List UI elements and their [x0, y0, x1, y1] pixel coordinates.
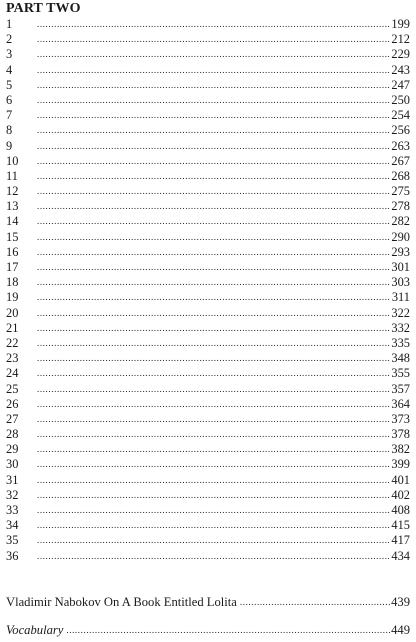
chapter-number: 11 — [6, 168, 18, 183]
chapter-number: 34 — [6, 518, 19, 533]
chapter-number: 7 — [6, 108, 13, 123]
chapter-number: 3 — [6, 47, 13, 62]
dot-leader — [37, 441, 390, 457]
chapter-page-number: 373 — [391, 411, 410, 426]
dot-leader — [37, 350, 390, 366]
dot-leader — [37, 320, 390, 336]
chapter-number: 15 — [6, 229, 19, 244]
chapter-number: 5 — [6, 77, 13, 92]
chapter-page-number: 301 — [391, 260, 410, 274]
chapter-number: 6 — [6, 92, 13, 107]
toc-entry[interactable] — [6, 139, 410, 154]
afterword-entry — [6, 595, 410, 610]
dot-leader — [37, 122, 390, 138]
toc-entry[interactable] — [6, 366, 410, 381]
chapter-number: 27 — [6, 411, 19, 426]
toc-entry[interactable] — [6, 306, 410, 321]
chapter-page-number: 250 — [391, 92, 410, 107]
dot-leader — [37, 548, 390, 564]
toc-entry[interactable] — [6, 473, 410, 488]
dot-leader — [37, 472, 390, 488]
chapter-page-number: 357 — [391, 381, 410, 396]
toc-entry-afterword[interactable] — [6, 595, 410, 610]
dot-leader — [37, 16, 390, 32]
chapter-page-number: 282 — [391, 214, 410, 229]
toc-entry[interactable] — [6, 488, 410, 503]
dot-leader — [37, 411, 390, 427]
toc-entry[interactable] — [6, 533, 410, 548]
chapter-page-number: 303 — [391, 275, 410, 290]
chapter-page-number: 311 — [391, 290, 410, 305]
chapter-page-number: 364 — [391, 396, 410, 411]
chapter-page-number: 348 — [391, 351, 410, 366]
chapter-number: 35 — [6, 533, 19, 548]
chapter-list — [6, 17, 410, 564]
toc-entry[interactable] — [6, 427, 410, 442]
toc-entry[interactable] — [6, 245, 410, 260]
dot-leader — [37, 31, 390, 47]
toc-entry[interactable] — [6, 321, 410, 336]
chapter-page-number: 212 — [391, 32, 410, 47]
toc-entry[interactable] — [6, 63, 410, 78]
chapter-number: 25 — [6, 381, 19, 396]
chapter-number: 13 — [6, 199, 19, 214]
dot-leader — [37, 365, 390, 381]
toc-entry[interactable] — [6, 382, 410, 397]
chapter-page-number: 401 — [391, 472, 410, 487]
toc-entry[interactable] — [6, 214, 410, 229]
toc-page — [6, 0, 410, 642]
chapter-page-number: 268 — [391, 168, 410, 183]
dot-leader — [37, 426, 390, 442]
chapter-number: 19 — [6, 290, 19, 305]
chapter-number: 14 — [6, 214, 19, 229]
dot-leader — [37, 138, 390, 154]
chapter-page-number: 263 — [391, 138, 410, 153]
chapter-number: 32 — [6, 487, 19, 502]
dot-leader — [37, 456, 390, 472]
chapter-page-number: 199 — [391, 17, 410, 31]
chapter-page-number: 355 — [391, 366, 410, 381]
toc-entry[interactable] — [6, 78, 410, 93]
dot-leader — [37, 198, 390, 214]
dot-leader — [37, 213, 390, 229]
section-heading: PART TWO — [6, 1, 81, 16]
dot-leader — [37, 289, 391, 305]
chapter-number: 24 — [6, 366, 19, 381]
dot-leader — [37, 274, 390, 290]
dot-leader — [37, 381, 390, 397]
chapter-number: 29 — [6, 442, 19, 457]
chapter-page-number: 399 — [391, 457, 410, 472]
dot-leader — [37, 335, 390, 351]
chapter-number: 2 — [6, 32, 13, 47]
chapter-number: 16 — [6, 244, 19, 259]
chapter-number: 28 — [6, 427, 19, 442]
toc-entry[interactable] — [6, 93, 410, 108]
chapter-number: 31 — [6, 472, 19, 487]
afterword-page-number: 439 — [391, 595, 410, 609]
chapter-page-number: 415 — [391, 518, 410, 533]
chapter-number: 21 — [6, 320, 19, 335]
dot-leader — [37, 62, 390, 78]
dot-leader — [37, 259, 390, 275]
dot-leader — [37, 92, 390, 108]
dot-leader — [37, 229, 390, 245]
dot-leader — [66, 622, 390, 638]
chapter-number: 4 — [6, 62, 13, 77]
chapter-number: 18 — [6, 275, 19, 290]
toc-entry[interactable] — [6, 275, 410, 290]
chapter-page-number: 417 — [391, 533, 410, 548]
toc-entry[interactable] — [6, 290, 410, 305]
dot-leader — [37, 305, 390, 321]
chapter-page-number: 322 — [391, 305, 410, 320]
dot-leader — [37, 502, 390, 518]
toc-entry[interactable] — [6, 47, 410, 62]
chapter-number: 1 — [6, 17, 13, 31]
toc-entry-vocabulary[interactable] — [6, 623, 410, 638]
toc-entry[interactable] — [6, 518, 410, 533]
chapter-page-number: 434 — [391, 548, 410, 563]
toc-entry[interactable] — [6, 336, 410, 351]
chapter-page-number: 275 — [391, 184, 410, 199]
afterword-label: Vladimir Nabokov On A Book Entitled Lolita — [6, 595, 237, 609]
chapter-page-number: 402 — [391, 487, 410, 502]
chapter-page-number: 278 — [391, 199, 410, 214]
dot-leader — [37, 168, 390, 184]
dot-leader — [37, 183, 390, 199]
chapter-number: 30 — [6, 457, 19, 472]
chapter-number: 23 — [6, 351, 19, 366]
chapter-number: 8 — [6, 123, 13, 138]
chapter-page-number: 229 — [391, 47, 410, 62]
chapter-page-number: 332 — [391, 320, 410, 335]
dot-leader — [37, 244, 390, 260]
vocabulary-entry — [6, 623, 410, 638]
chapter-page-number: 243 — [391, 62, 410, 77]
toc-entry[interactable] — [6, 457, 410, 472]
chapter-page-number: 254 — [391, 108, 410, 123]
chapter-number: 12 — [6, 184, 19, 199]
chapter-number: 9 — [6, 138, 13, 153]
dot-leader — [37, 107, 390, 123]
toc-entry[interactable] — [6, 442, 410, 457]
dot-leader — [240, 594, 390, 610]
toc-entry[interactable] — [6, 17, 410, 32]
toc-entry[interactable] — [6, 108, 410, 123]
toc-entry[interactable] — [6, 503, 410, 518]
chapter-number: 10 — [6, 153, 19, 168]
chapter-number: 36 — [6, 548, 19, 563]
chapter-page-number: 378 — [391, 427, 410, 442]
chapter-page-number: 290 — [391, 229, 410, 244]
toc-entry[interactable] — [6, 351, 410, 366]
chapter-number: 17 — [6, 260, 19, 274]
toc-entry[interactable] — [6, 123, 410, 138]
dot-leader — [37, 77, 390, 93]
vocabulary-page-number: 449 — [391, 623, 410, 637]
dot-leader — [37, 396, 390, 412]
dot-leader — [37, 532, 390, 548]
toc-entry[interactable] — [6, 169, 410, 184]
dot-leader — [37, 46, 390, 62]
toc-entry[interactable] — [6, 32, 410, 47]
toc-entry[interactable] — [6, 184, 410, 199]
toc-entry[interactable] — [6, 199, 410, 214]
chapter-page-number: 293 — [391, 244, 410, 259]
chapter-page-number: 256 — [391, 123, 410, 138]
chapter-page-number: 335 — [391, 335, 410, 350]
dot-leader — [37, 517, 390, 533]
chapter-page-number: 247 — [391, 77, 410, 92]
vocabulary-label: Vocabulary — [6, 623, 64, 637]
toc-entry[interactable] — [6, 549, 410, 564]
chapter-number: 20 — [6, 305, 19, 320]
chapter-number: 33 — [6, 503, 19, 517]
chapter-number: 22 — [6, 335, 19, 350]
chapter-page-number: 408 — [391, 503, 410, 517]
dot-leader — [37, 153, 390, 169]
toc-entry[interactable] — [6, 260, 410, 275]
toc-entry[interactable] — [6, 412, 410, 427]
toc-entry[interactable] — [6, 230, 410, 245]
chapter-number: 26 — [6, 396, 19, 411]
toc-entry[interactable] — [6, 397, 410, 412]
chapter-page-number: 267 — [391, 153, 410, 168]
toc-entry[interactable] — [6, 154, 410, 169]
dot-leader — [37, 487, 390, 503]
chapter-page-number: 382 — [391, 442, 410, 457]
